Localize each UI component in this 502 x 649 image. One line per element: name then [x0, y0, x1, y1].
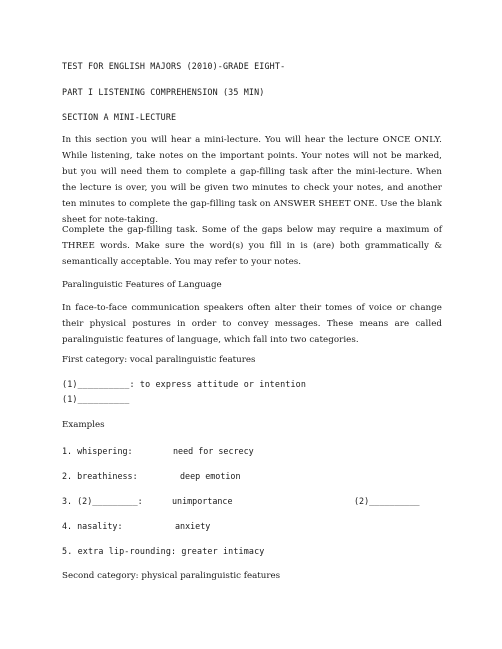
example-extra-gap: (2)__________ [354, 496, 420, 506]
lecture-title: Paralinguistic Features of Language [62, 280, 222, 290]
example-term: 4. nasality: [62, 521, 123, 531]
section-heading: SECTION A MINI-LECTURE [62, 112, 177, 122]
example-meaning: deep emotion [180, 471, 241, 481]
example-row [62, 496, 462, 507]
instructions-paragraph-1: In this section you will hear a mini-lecture. You will hear the lecture ONCE ONLY. While listening, take notes on the important points. Your notes will not be marked, but you will need them to complete a gap-filling task after the mini-lecture. When the lecture is over, you will be given two minutes to check your notes, and another ten minutes to complete the gap-filling task on ANSWER SHEET ONE. Use the blank sheet for note-taking. [62, 135, 442, 225]
document-title: TEST FOR ENGLISH MAJORS (2010)-GRADE EIGHT- [62, 61, 286, 71]
intro-paragraph: In face-to-face communication speakers often alter their tomes of voice or change their physical postures in order to convey messages. These means are called paralinguistic features of language, which fall into two categories. [62, 303, 442, 345]
example-term: 2. breathiness: [62, 471, 138, 481]
first-category-heading: First category: vocal paralinguistic features [62, 355, 256, 365]
second-category-heading: Second category: physical paralinguistic features [62, 571, 281, 581]
part-heading: PART I LISTENING COMPREHENSION (35 MIN) [62, 87, 265, 97]
example-row [62, 446, 462, 457]
example-5: 5. extra lip-rounding: greater intimacy [62, 546, 265, 556]
example-row [62, 521, 462, 532]
gap-line-1: (1)__________: to express attitude or intention [62, 379, 307, 389]
gap-line-2: (1)__________ [62, 394, 130, 404]
example-meaning: anxiety [175, 521, 211, 531]
example-term: 1. whispering: [62, 446, 133, 456]
example-term: 3. (2)_________: [62, 496, 143, 506]
example-row [62, 471, 462, 482]
instructions-paragraph-2: Complete the gap-filling task. Some of the gaps below may require a maximum of THREE words. Make sure the word(s) you fill in is (are) both grammatically & semantically acceptable. You may refer to your notes. [62, 225, 442, 267]
examples-heading: Examples [62, 420, 105, 430]
example-meaning: unimportance [172, 496, 233, 506]
example-meaning: need for secrecy [173, 446, 254, 456]
